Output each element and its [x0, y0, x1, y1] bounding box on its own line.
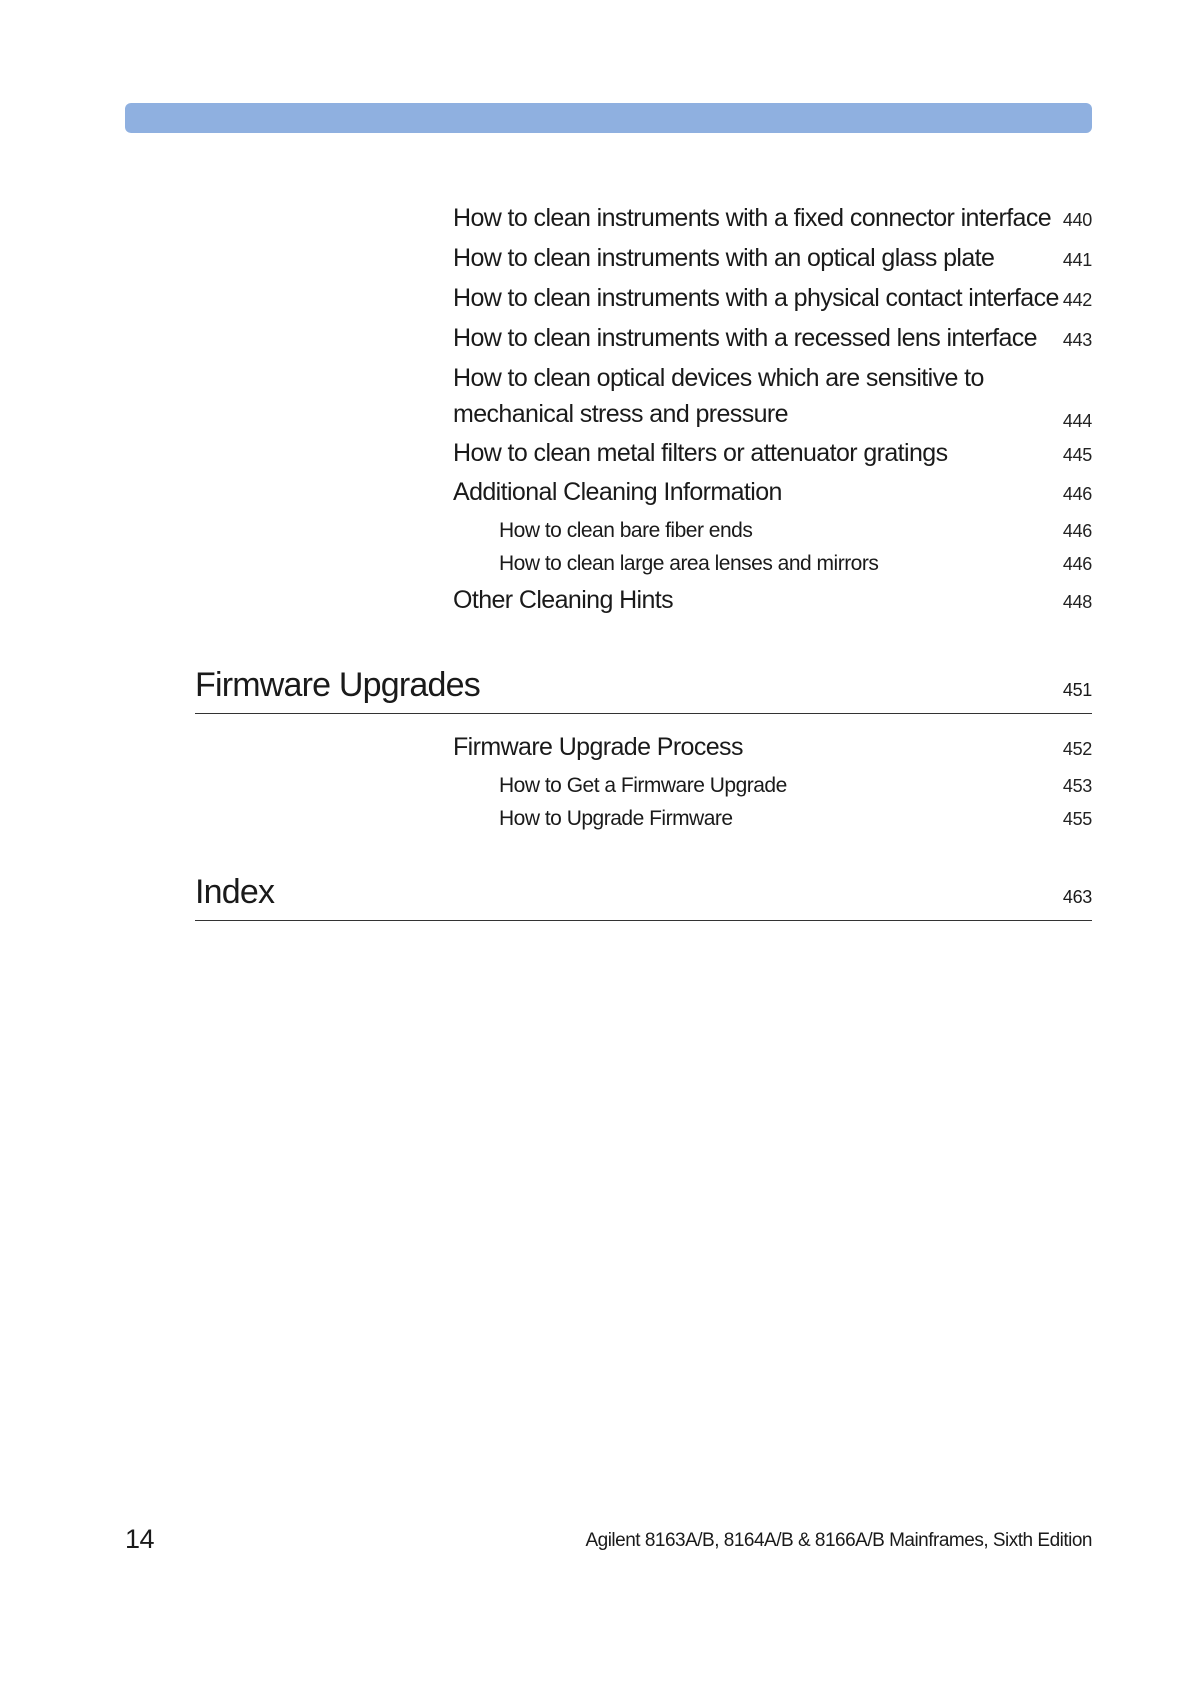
toc-entry-page: 455 — [1062, 809, 1092, 829]
toc-entry-title: How to clean instruments with a fixed connector interface — [453, 204, 1052, 232]
toc-entry-title: Firmware Upgrade Process — [453, 733, 743, 761]
toc-entry[interactable] — [453, 360, 1092, 432]
toc-entry-page: 445 — [1062, 445, 1092, 465]
toc-entry-page: 443 — [1062, 330, 1092, 350]
toc-entry[interactable] — [453, 586, 1092, 615]
toc-entry-title: How to clean metal filters or attenuator gratings — [453, 439, 948, 467]
chapter-heading-firmware[interactable] — [195, 666, 1092, 714]
toc-entry-title: How to clean instruments with a physical contact interface — [453, 284, 1059, 312]
toc-entry-page: 446 — [1062, 554, 1092, 574]
toc-subentry[interactable] — [499, 519, 1092, 543]
toc-entry-title: How to Upgrade Firmware — [499, 807, 733, 830]
header-bar — [125, 103, 1092, 133]
toc-entry-page: 446 — [1062, 484, 1092, 504]
toc-entry-page: 446 — [1062, 521, 1092, 541]
chapter-page: 463 — [1062, 887, 1092, 907]
toc-entry[interactable] — [453, 324, 1092, 353]
page-number: 14 — [125, 1524, 155, 1554]
toc-entry-title: How to clean large area lenses and mirrors — [499, 552, 879, 575]
toc-entry-page: 448 — [1062, 592, 1092, 612]
toc-entry-title: How to clean instruments with an optical glass plate — [453, 244, 995, 272]
toc-entry-page: 442 — [1062, 290, 1092, 310]
toc-entry[interactable] — [453, 204, 1092, 233]
toc-entry-title: Additional Cleaning Information — [453, 478, 782, 506]
chapter-title: Index — [195, 873, 275, 911]
toc-entry[interactable] — [453, 244, 1092, 273]
chapter-title: Firmware Upgrades — [195, 666, 480, 704]
chapter-page: 451 — [1062, 680, 1092, 700]
toc-subentry[interactable] — [499, 807, 1092, 831]
toc-entry-page: 441 — [1062, 250, 1092, 270]
toc-entry-title: How to clean optical devices which are sensitive to mechanical stress and pressure — [453, 364, 984, 428]
toc-entry-title: How to Get a Firmware Upgrade — [499, 774, 787, 797]
chapter-heading-index[interactable] — [195, 873, 1092, 921]
toc-entry-title: Other Cleaning Hints — [453, 586, 674, 614]
toc-subentry[interactable] — [499, 774, 1092, 798]
toc-entry[interactable] — [453, 439, 1092, 468]
toc-entry-page: 452 — [1062, 739, 1092, 759]
toc-entry[interactable] — [453, 478, 1092, 507]
toc-subentry[interactable] — [499, 552, 1092, 576]
toc-entry[interactable] — [453, 733, 1092, 762]
toc-entry[interactable] — [453, 284, 1092, 313]
publication-title: Agilent 8163A/B, 8164A/B & 8166A/B Mainframes, Sixth Edition — [585, 1530, 1092, 1551]
toc-entry-title: How to clean instruments with a recessed lens interface — [453, 324, 1037, 352]
toc-entry-page: 453 — [1062, 776, 1092, 796]
toc-entry-page: 444 — [1062, 411, 1092, 431]
toc-entry-page: 440 — [1062, 210, 1092, 230]
toc-entry-title: How to clean bare fiber ends — [499, 519, 753, 542]
